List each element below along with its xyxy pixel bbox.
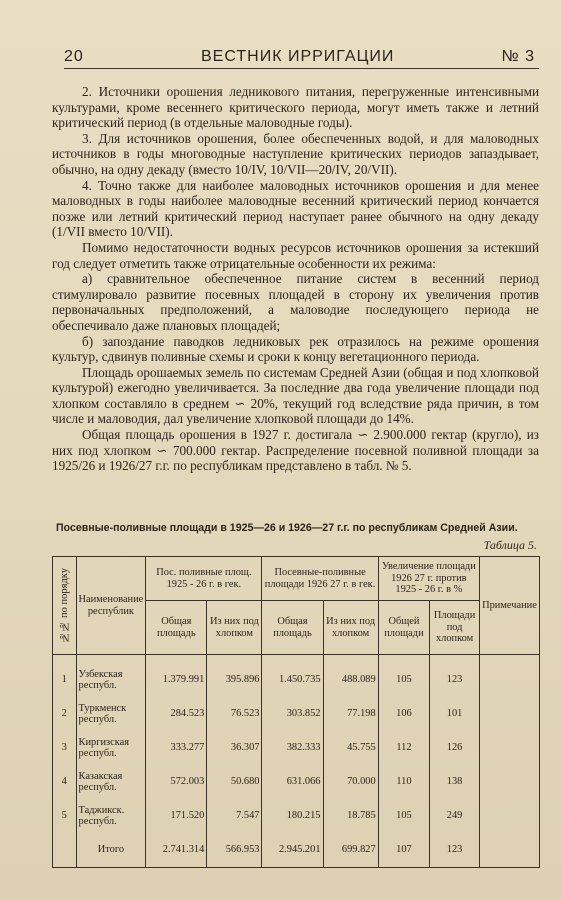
header-name: Наименование республик (76, 557, 146, 655)
table-label: Таблица 5. (483, 538, 537, 552)
journal-title: ВЕСТНИК ИРРИГАЦИИ (201, 48, 395, 65)
header-notes: Примечание (479, 557, 539, 655)
header-cotton-1925: Из них под хлопком (207, 601, 262, 655)
header-total-1925: Общая площадь (146, 601, 207, 655)
issue-number: № 3 (501, 48, 535, 65)
paragraph: 2. Источники орошения ледникового питания, перегруженные интенсивными культурами, кроме весеннего критического периода, могут иметь также и летний критический период (в отдельные маловодные годы). (52, 84, 539, 131)
header-index: №№ по порядку (53, 557, 77, 655)
header-total-increase: Общей площади (378, 601, 430, 655)
paragraph: Общая площадь орошения в 1927 г. достигала ∽ 2.900.000 гектар (кругло), из них под хлопком ∽ 700.000 гектар. Распределение посевной поливной площади за 1925/26 и 1926/27 г.г. по республикам представлено в табл. № 5. (52, 427, 539, 474)
header-cotton-increase: Площади под хлопком (430, 601, 480, 655)
header-group-1926: Посевные-поливные площади 1926 27 г. в гек. (262, 557, 378, 601)
page-number: 20 (64, 48, 84, 65)
header-total-1926: Общая площадь (262, 601, 323, 655)
header-group-1925: Пос. поливные площ. 1925 - 26 г. в гек. (146, 557, 262, 601)
data-table (52, 556, 540, 868)
running-header (64, 46, 539, 69)
header-cotton-1926: Из них под хлопком (323, 601, 378, 655)
table-row: 3 Киргизская республ. 333.277 36.307 382.333 45.755 112 126 (53, 731, 540, 765)
paragraph: 3. Для источников орошения, более обеспеченных водой, и для маловодных источников в годы многоводные наступление критических периодов запаздывает, обычно, на одну декаду (вместо 10/IV, 10/VII—20/IV, 20/VII). (52, 130, 539, 177)
table-row: 5 Таджикск. республ. 171.520 7.547 180.215 18.785 105 249 (53, 799, 540, 833)
table-row: 4 Казакская республ. 572.003 50.680 631.066 70.000 110 138 (53, 765, 540, 799)
table-row: 2 Туркменск республ. 284.523 76.523 303.852 77.198 106 101 (53, 697, 540, 731)
header-group-increase: Увеличение площади 1926 27 г. против 1925 - 26 г. в % (378, 557, 479, 601)
paragraph: Площадь орошаемых земель по системам Средней Азии (общая и под хлопковой культурой) ежегодно увеличивается. За последние два года увеличение площади под хлопком составляло в среднем ∽ 20%, текущий год вследствие ряда причин, в том числе и маловодия, дал увеличение хлопковой площади до 14%. (52, 364, 539, 427)
table-row: 1 Узбекская республ. 1.379.991 395.896 1.450.735 488.089 105 123 (53, 663, 540, 697)
paragraph: а) сравнительное обеспеченное питание систем в весенний период стимулировало развитие посевных площадей в сторону их увеличения против первоначальных предположений, а маловодие последующего периода не обеспечивало даже плановых площадей; (52, 271, 539, 333)
paragraph: 4. Точно также для наиболее маловодных источников орошения и для менее маловодных в годы наиболее маловодные весенний критический период кончается позже или летний критический период наступает ранее обычного на одну декаду (1/VII вместо 10/VII). (52, 177, 539, 240)
paragraph: Помимо недостаточности водных ресурсов источников орошения за истекший год следует отметить также отрицательные особенности их режима: (52, 239, 539, 271)
table-total-row: Итого 2.741.314 566.953 2.945.201 699.827 107 123 (53, 833, 540, 867)
body-text (52, 84, 539, 474)
table-caption: Посевные-поливные площади в 1925—26 и 1926—27 г.г. по республикам Средней Азии. (56, 522, 518, 534)
paragraph: б) запоздание паводков ледниковых рек отразилось на режиме орошения культур, сдвинув поливные схемы и сроки к концу вегетационного периода. (52, 333, 539, 365)
